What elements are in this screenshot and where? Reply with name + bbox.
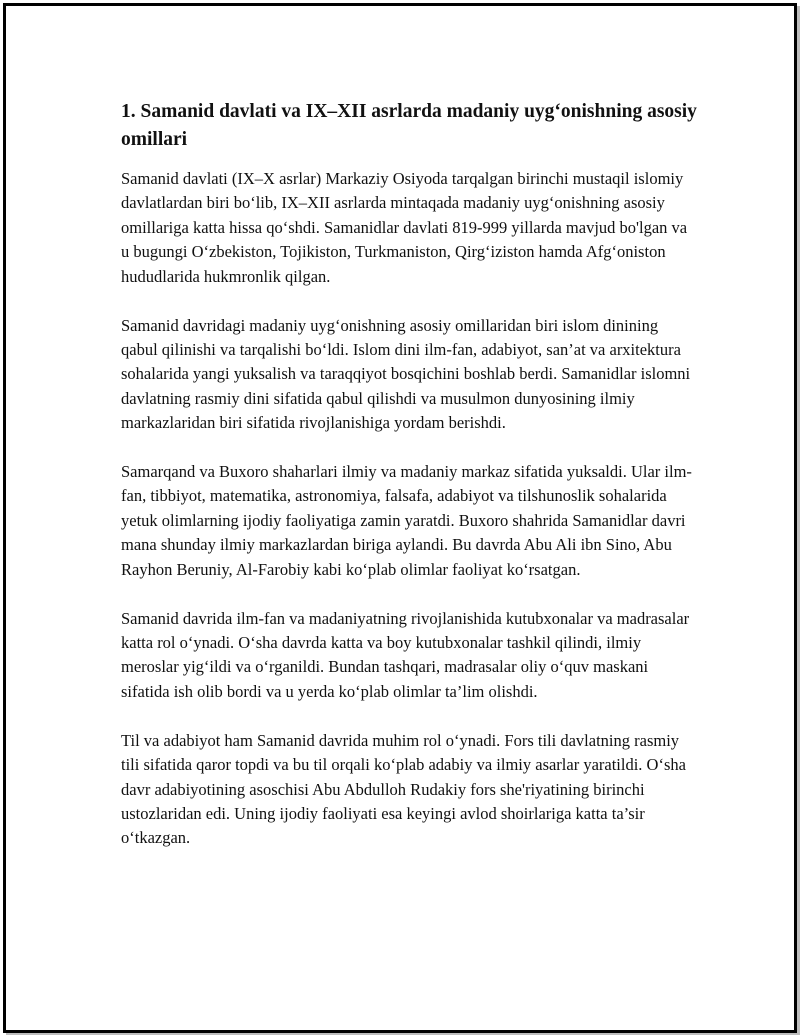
paragraph-3: Samarqand va Buxoro shaharlari ilmiy va madaniy markaz sifatida yuksaldi. Ular ilm-fan, tibbiyot, matematika, astronomiya, falsafa, adabiyot va tilshunoslik sohalarida yetuk olimlarning ijodiy faoliyatiga zamin yaratdi. Buxoro shahrida Samanidlar davri mana shunday ilmiy markazlardan biriga aylandi. Bu davrda Abu Ali ibn Sino, Abu Rayhon Beruniy, Al-Farobiy kabi ko‘plab olimlar faoliyat ko‘rsatgan. — [121, 462, 692, 579]
paragraph-4: Samanid davrida ilm-fan va madaniyatning rivojlanishida kutubxonalar va madrasalar katta rol o‘ynadi. O‘sha davrda katta va boy kutubxonalar tashkil qilindi, ilmiy meroslar yig‘ildi va o‘rganildi. Bundan tashqari, madrasalar oliy o‘quv maskani sifatida ish olib bordi va u yerda ko‘plab olimlar ta’lim olishdi. — [121, 608, 690, 701]
paragraph-5: Til va adabiyot ham Samanid davrida muhim rol o‘ynadi. Fors tili davlatning rasmiy tili sifatida qaror topdi va bu til orqali ko‘plab adabiy va ilmiy asarlar yaratildi. O‘sha davr adabiyotining asoschisi Abu Abdulloh Rudakiy fors she'riyatining birinchi ustozlaridan edi. Uning ijodiy faoliyati esa keyingi avlod shoirlariga katta ta’sir o‘tkazgan. — [121, 730, 686, 848]
document-body — [121, 98, 697, 875]
paragraph-1: Samanid davlati (IX–X asrlar) Markaziy Osiyoda tarqalgan birinchi mustaqil islomiy davlatlardan biri bo‘lib, IX–XII asrlarda mintaqada madaniy uyg‘onishning asosiy omillariga katta hissa qo‘shdi. Samanidlar davlati 819-999 yillarda mavjud bo'lgan va u bugungi O‘zbekiston, Tojikiston, Turkmaniston, Qirg‘iziston hamda Afg‘oniston hududlarida hukmronlik qilgan. — [121, 169, 688, 286]
section-heading: 1. Samanid davlati va IX–XII asrlarda madaniy uyg‘onishning asosiy omillari — [121, 101, 697, 150]
document-page — [3, 3, 797, 1033]
paragraph-2: Samanid davridagi madaniy uyg‘onishning asosiy omillaridan biri islom dinining qabul qilinishi va tarqalishi bo‘ldi. Islom dini ilm-fan, adabiyot, san’at va arxitektura sohalarida yangi yuksalish va taraqqiyot bosqichini boshlab berdi. Samanidlar islomni davlatning rasmiy dini sifatida qabul qilishdi va musulmon dunyosining ilmiy markazlaridan biri sifatida rivojlanishiga yordam berishdi. — [121, 315, 691, 433]
